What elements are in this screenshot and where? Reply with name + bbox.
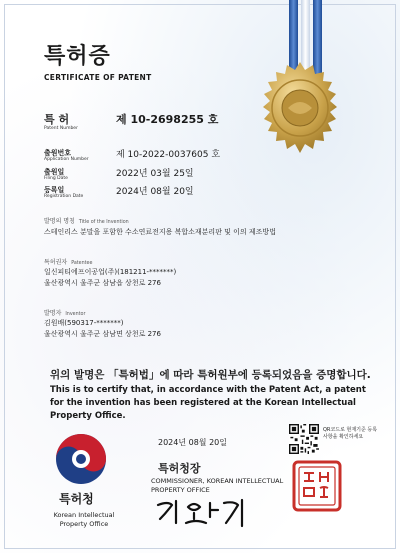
kipo-logo-icon xyxy=(54,432,108,486)
commissioner-signature-icon xyxy=(152,497,252,529)
patentee-label-ko: 특허권자 xyxy=(44,259,68,266)
filing-date-value: 2022년 03월 25일 xyxy=(116,169,194,179)
invention-label-en: Title of the Invention xyxy=(78,220,129,225)
certificate-title: 특허증 xyxy=(44,44,111,69)
office-name-en: Korean Intellectual Property Office xyxy=(53,511,115,528)
gold-seal-icon xyxy=(250,60,350,160)
patentee-address: 울산광역시 울주군 삼남읍 상천로 276 xyxy=(44,279,161,287)
certification-statement-ko: 위의 발명은 「특허법」에 따라 특허원부에 등록되었음을 증명합니다. xyxy=(50,369,371,381)
invention-label-ko: 발명의 명칭 xyxy=(44,218,75,225)
application-number-label: 출원번호 xyxy=(44,149,72,157)
qr-code-icon[interactable] xyxy=(289,424,319,454)
filing-date-label-en: Filing Date xyxy=(44,176,68,181)
inventor-name: 김원배(590317-*******) xyxy=(44,319,124,327)
patent-number-label-en: Patent Number xyxy=(44,126,78,131)
qr-note: QR코드로 현재기준 등록사항을 확인하세요 xyxy=(323,427,378,440)
office-name: 특허청 xyxy=(59,492,94,506)
inventor-label-ko: 발명자 xyxy=(44,310,62,317)
registration-date-label-en: Registration Date xyxy=(44,194,84,199)
commissioner-title-en: COMMISSIONER, KOREAN INTELLECTUAL PROPERTY OFFICE xyxy=(151,477,284,494)
patentee-name: 일신피티에프이공업(주)(181211-*******) xyxy=(44,268,177,276)
inventor-address: 울산광역시 울주군 삼남면 상천로 276 xyxy=(44,330,161,338)
application-number-label-en: Application Number xyxy=(44,157,89,162)
invention-section-label xyxy=(44,216,129,225)
issue-date: 2024년 08월 20일 xyxy=(158,438,227,447)
registration-date-label: 등록일 xyxy=(44,186,65,194)
commissioner-title: 특허청장 xyxy=(158,462,201,475)
official-stamp-icon xyxy=(292,460,342,512)
patentee-label-en: Patentee xyxy=(71,261,93,266)
patentee-section-label xyxy=(44,257,92,266)
patent-number-label: 특 허 xyxy=(44,113,70,126)
certification-statement-en: This is to certify that, in accordance with the Patent Act, a patent for the invention has been registered at the Korean Intellectual Property Office. xyxy=(50,385,366,421)
certificate-title-en: CERTIFICATE OF PATENT xyxy=(44,73,152,82)
registration-date-value: 2024년 08월 20일 xyxy=(116,187,194,197)
invention-title: 스테인리스 분말을 포함한 수소연료전지용 복합소재분리판 및 이의 제조방법 xyxy=(44,228,276,236)
application-number-value: 제 10-2022-0037605 호 xyxy=(116,150,221,160)
inventor-section-label xyxy=(44,308,85,317)
inventor-label-en: Inventor xyxy=(65,312,86,317)
patent-number-value: 제 10-2698255 호 xyxy=(116,113,219,126)
filing-date-label: 출원일 xyxy=(44,168,65,176)
